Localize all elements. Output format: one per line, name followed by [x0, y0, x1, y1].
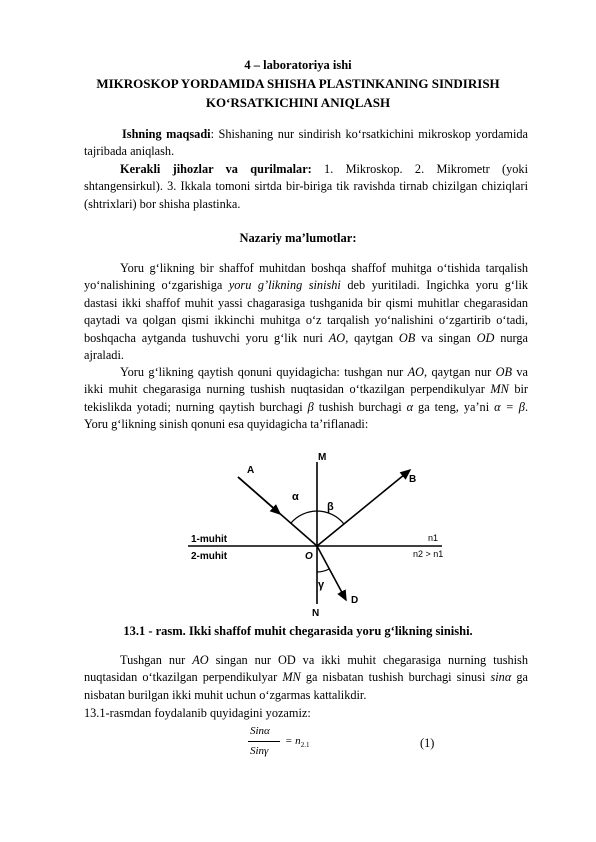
fraction-bar — [248, 741, 280, 742]
alpha-arc — [291, 511, 317, 523]
label-gamma: γ — [318, 579, 325, 591]
label-m: M — [318, 452, 327, 463]
label-b: B — [409, 474, 417, 485]
formula-denominator: Sinγ — [250, 745, 269, 757]
formula-number: (1) — [420, 736, 435, 750]
label-alpha: α — [292, 491, 299, 503]
theory-paragraph-3: Tushgan nur AO singan nur OD va ikki muhit chegarasiga nurning tushish nuqtasidan o‘tkazilgan perpendikulyar MN ga nisbatan tushish burchagi sinusi sinα ga nisbatan burilgan ikki muhit uchun o‘zgarmas kattalikdir. — [84, 653, 528, 702]
label-d: D — [351, 595, 359, 606]
gamma-arc — [317, 569, 329, 572]
equipment-label: Kerakli jihozlar va qurilmalar: — [120, 162, 312, 176]
label-n1: n1 — [428, 533, 439, 543]
theory-paragraph-4: 13.1-rasmdan foydalanib quyidagini yozamiz: — [84, 706, 311, 720]
lab-number: 4 – laboratoriya ishi — [244, 58, 352, 72]
refracted-ray-od — [317, 546, 346, 600]
label-o: O — [305, 551, 313, 562]
incident-arrow — [238, 477, 280, 514]
equipment-text: 1. Mikroskop. 2. Mikrometr (yoki shtangensirkul). 3. Ikkala tomoni sirtda bir-biriga tik ravishda tirnab chizilgan chiziqlari (shtrixlari) bor shisha plastinka. — [84, 162, 528, 211]
label-n: N — [312, 608, 320, 619]
refraction-figure — [0, 440, 596, 620]
theory-heading: Nazariy ma’lumotlar: — [239, 231, 357, 245]
theory-paragraph-1: Yoru g‘likning bir shaffof muhitdan boshqa shaffof muhitga o‘tishida tarqalish yo‘nalishining o‘zgarishiga yoru g’likning sinishi deb yuritiladi. Ingichka yoru g‘lik dastasi ikki shaffof muhit yassi chagarasiga tushganida bir qismi muhitlar chegarasidan qaytadi va qolgan qismi ikkinchi muhitga o‘z tarqalish yo‘nalishini o‘zgartirib o‘tadi, boshqacha aytganda tushuvchi yoru g‘lik nuri AO, qaytgan OB va singan OD nurga ajraladi. — [84, 261, 529, 363]
goal-paragraph — [84, 126, 528, 161]
label-medium-2: 2-muhit — [191, 551, 228, 562]
title-line-1: MIKROSKOP YORDAMIDA SHISHA PLASTINKANING SINDIRISH — [96, 76, 500, 91]
goal-label: Ishning maqsadi — [122, 127, 211, 141]
formula-numerator: Sinα — [250, 725, 270, 737]
refraction-term: yoru g’likning sinishi — [228, 278, 341, 293]
label-a: A — [247, 465, 255, 476]
figure-caption: 13.1 - rasm. Ikki shaffof muhit chegarasida yoru g‘likning sinishi. — [123, 624, 473, 638]
goal-text: : Shishaning nur sindirish ko‘rsatkichini mikroskop yordamida tajribada aniqlash. — [84, 127, 528, 159]
label-n2-greater-n1: n2 > n1 — [413, 549, 444, 559]
label-medium-1: 1-muhit — [191, 534, 228, 545]
equipment-paragraph — [84, 161, 528, 213]
title-line-2: KO‘RSATKICHINI ANIQLASH — [205, 95, 391, 110]
formula-rhs: = $n_{2.1}$ — [285, 735, 310, 750]
label-beta: β — [327, 501, 334, 513]
theory-paragraph-2: Yoru g‘likning qaytish qonuni quyidagicha: tushgan nur AO, qaytgan nur OB va ikki muhit chegarasiga nurning tushish nuqtasidan o‘tkazilgan perpendikulyar MN bir tekislikda yotadi; nurning qaytish burchagi β tushish burchagi α ga teng, ya’ni α = β. Yoru g‘likning sinish qonuni esa quyidagicha ta’riflanadi: — [84, 365, 529, 432]
